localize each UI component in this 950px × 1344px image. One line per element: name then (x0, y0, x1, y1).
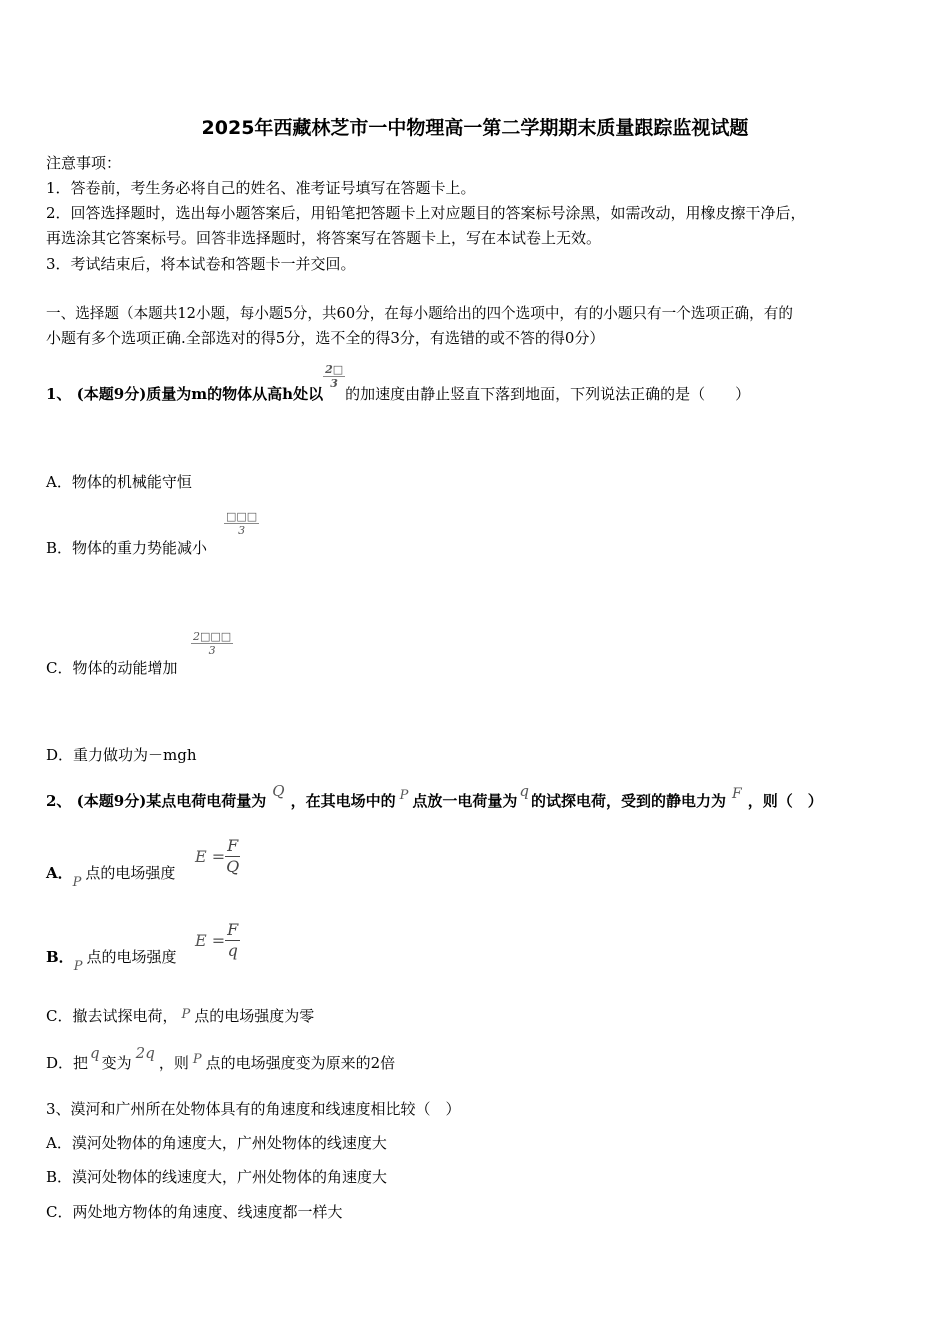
q1-option-c-fraction (191, 630, 233, 657)
q2-stem-p3: 点放一电荷量为 (412, 792, 518, 810)
q2-b-formula (195, 920, 240, 961)
q2-a-label: A． (46, 864, 73, 882)
q1-option-a: A．物体的机械能守恒 (46, 473, 192, 491)
q1-option-b-fraction (224, 510, 259, 537)
q2-b-text: 点的电场强度 (86, 948, 177, 966)
page-title: 2025年西藏林芝市一中物理高一第二学期期末质量跟踪监视试题 (201, 117, 749, 139)
q2-d-text2: 变为 (101, 1054, 132, 1072)
q2-d-text1: D．把 (46, 1054, 89, 1072)
q1-stem (46, 362, 751, 404)
q1-option-b (46, 537, 207, 558)
q2-option-d (46, 1044, 396, 1073)
q2-b-e: E = (195, 931, 226, 950)
q2-d-text4: 点的电场强度变为原来的2倍 (205, 1054, 396, 1072)
q1-option-d: D．重力做功为－mgh (46, 746, 197, 764)
q1-c-den: 3 (208, 644, 216, 657)
q2-symbol-P: P (399, 788, 409, 803)
q2-d-text3: ，则 (158, 1054, 189, 1072)
q2-b-label: B． (46, 948, 74, 966)
q1-frac-den: 3 (330, 376, 338, 390)
notice-item-2: 2．回答选择题时，选出每小题答案后，用铅笔把答题卡上对应题目的答案标号涂黑，如需改动，用橡皮擦干净后， (46, 204, 806, 222)
q1-option-c-text: C．物体的动能增加 (46, 659, 178, 677)
q1-frac-num: 2□ (325, 362, 344, 376)
q2-stem-p5: ，则（ ） (747, 792, 823, 810)
notice-item-2-cont: 再选涂其它答案标号。回答非选择题时，将答案写在答题卡上，写在本试卷上无效。 (46, 229, 602, 247)
q3-option-a: A．漠河处物体的角速度大，广州处物体的线速度大 (46, 1134, 387, 1152)
q2-stem-p1: 2、 (本题9分)某点电荷电荷量为 (46, 792, 267, 810)
q2-a-text: 点的电场强度 (85, 864, 176, 882)
q2-b-num: F (227, 920, 239, 939)
q3-stem: 3、漠河和广州所在处物体具有的角速度和线速度相比较（ ） (46, 1100, 461, 1118)
q2-b-den: q (227, 941, 238, 960)
q2-a-den: Q (226, 857, 240, 876)
q3-option-b: B．漠河处物体的线速度大，广州处物体的角速度大 (46, 1168, 388, 1186)
q2-symbol-F: F (732, 786, 742, 802)
q2-c-text1: C．撤去试探电荷， (46, 1007, 178, 1025)
q3-option-c: C．两处地方物体的角速度、线速度都一样大 (46, 1203, 343, 1221)
q1-stem-after: 的加速度由静止竖直下落到地面，下列说法正确的是（ ） (345, 385, 751, 403)
q1-option-c (46, 657, 177, 678)
q1-stem-before: 1、 (本题9分)质量为m的物体从高h处以 (46, 385, 324, 403)
q1-fraction (323, 363, 345, 390)
q2-option-b (46, 946, 177, 974)
q2-stem-p4: 的试探电荷，受到的静电力为 (531, 792, 727, 810)
q1-b-num: □□□ (226, 510, 258, 523)
q1-option-b-text: B．物体的重力势能减小 (46, 539, 208, 557)
q2-d-symbol-2q: 2q (135, 1044, 155, 1062)
section-heading-line1: 一、选择题（本题共12小题，每小题5分，共60分，在每小题给出的四个选项中，有的小题只有一个选项正确，有的 (46, 305, 793, 322)
q2-option-a (46, 862, 176, 890)
notice-heading: 注意事项： (46, 154, 122, 172)
notice-item-1: 1．答卷前，考生务必将自己的姓名、准考证号填写在答题卡上。 (46, 179, 476, 197)
section-heading-line2: 小题有多个选项正确.全部选对的得5分，选不全的得3分，有选错的或不答的得0分） (46, 329, 605, 347)
q2-c-text2: 点的电场强度为零 (194, 1007, 315, 1025)
q2-d-symbol-q: q (90, 1044, 100, 1062)
q1-b-den: 3 (238, 524, 246, 537)
q2-a-symbol-P: P (72, 875, 82, 890)
q2-b-symbol-P: P (73, 959, 83, 974)
q2-d-symbol-P: P (192, 1052, 202, 1067)
q2-stem-p2: ，在其电场中的 (290, 792, 396, 810)
notice-item-3: 3．考试结束后，将本试卷和答题卡一并交回。 (46, 255, 356, 273)
q2-a-e: E = (195, 847, 226, 866)
q2-symbol-q: q (519, 782, 529, 800)
q2-a-formula (195, 836, 240, 877)
q2-option-c (46, 1005, 314, 1026)
q2-c-symbol-P: P (181, 1007, 191, 1022)
q2-stem (46, 782, 823, 811)
q1-c-num: 2□□□ (193, 630, 232, 643)
q2-a-num: F (227, 836, 239, 855)
q2-symbol-Q: Q (272, 782, 285, 800)
